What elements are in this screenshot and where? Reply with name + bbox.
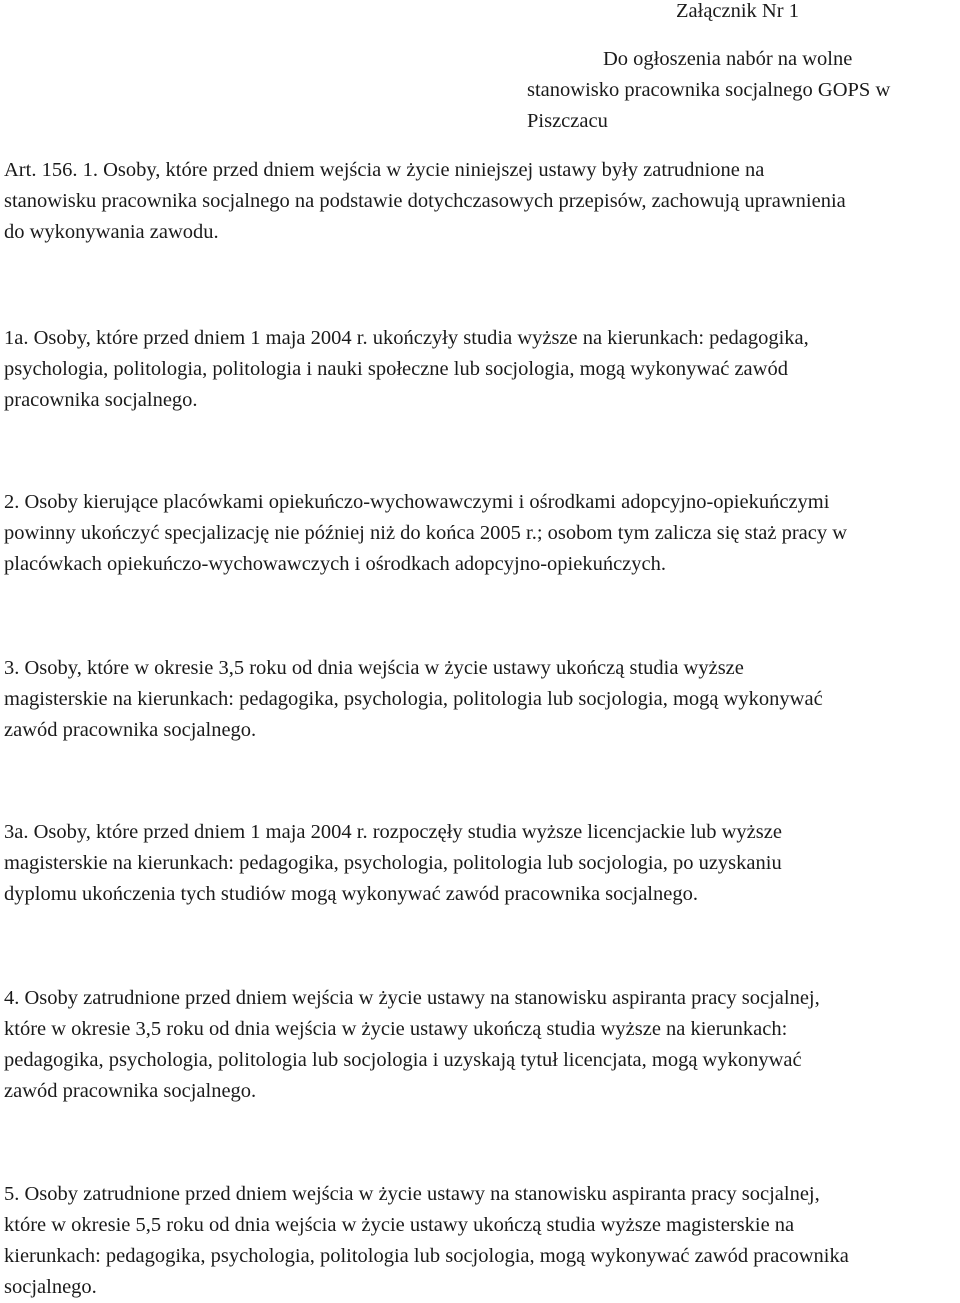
paragraph-line: stanowisku pracownika socjalnego na podstawie dotychczasowych przepisów, zachowują uprawnienia: [4, 190, 846, 212]
announcement-heading: [527, 44, 957, 137]
announcement-line: stanowisko pracownika socjalnego GOPS w: [527, 79, 891, 101]
paragraph-line: magisterskie na kierunkach: pedagogika, psychologia, politologia lub socjologia, mogą wykonywać: [4, 688, 823, 710]
paragraph-line: psychologia, politologia, politologia i nauki społeczne lub socjologia, mogą wykonywać zawód: [4, 358, 788, 380]
paragraph-line: 3. Osoby, które w okresie 3,5 roku od dnia wejścia w życie ustawy ukończą studia wyższe: [4, 657, 744, 679]
paragraph-4: [4, 983, 958, 1107]
paragraph-line: powinny ukończyć specjalizację nie później niż do końca 2005 r.; osobom tym zalicza się staż pracy w: [4, 522, 848, 544]
paragraph-1a: [4, 323, 958, 416]
paragraph-3a: [4, 817, 958, 910]
paragraph-2: [4, 487, 958, 580]
paragraph-line: które w okresie 3,5 roku od dnia wejścia w życie ustawy ukończą studia wyższe na kierunkach:: [4, 1018, 788, 1040]
paragraph-art-156-1: [4, 155, 958, 248]
paragraph-line: 1a. Osoby, które przed dniem 1 maja 2004 r. ukończyły studia wyższe na kierunkach: pedagogika,: [4, 327, 809, 349]
announcement-line: Do ogłoszenia nabór na wolne: [603, 48, 853, 70]
paragraph-line: dyplomu ukończenia tych studiów mogą wykonywać zawód pracownika socjalnego.: [4, 883, 698, 905]
paragraph-line: magisterskie na kierunkach: pedagogika, psychologia, politologia lub socjologia, po uzyskaniu: [4, 852, 782, 874]
attachment-title: Załącznik Nr 1: [676, 0, 799, 22]
announcement-line: Piszczacu: [527, 110, 608, 132]
paragraph-line: Art. 156. 1. Osoby, które przed dniem wejścia w życie niniejszej ustawy były zatrudnione na: [4, 159, 765, 181]
paragraph-line: 4. Osoby zatrudnione przed dniem wejścia w życie ustawy na stanowisku aspiranta pracy socjalnej,: [4, 987, 820, 1009]
paragraph-line: zawód pracownika socjalnego.: [4, 1080, 257, 1102]
paragraph-3: [4, 653, 958, 746]
paragraph-line: zawód pracownika socjalnego.: [4, 719, 257, 741]
paragraph-line: kierunkach: pedagogika, psychologia, politologia lub socjologia, mogą wykonywać zawód pracownika: [4, 1245, 849, 1267]
paragraph-line: 2. Osoby kierujące placówkami opiekuńczo-wychowawczymi i ośrodkami adopcyjno-opiekuńczymi: [4, 491, 830, 513]
paragraph-line: 5. Osoby zatrudnione przed dniem wejścia w życie ustawy na stanowisku aspiranta pracy socjalnej,: [4, 1183, 820, 1205]
paragraph-line: które w okresie 5,5 roku od dnia wejścia w życie ustawy ukończą studia wyższe magisterskie na: [4, 1214, 795, 1236]
paragraph-line: do wykonywania zawodu.: [4, 221, 219, 243]
paragraph-line: placówkach opiekuńczo-wychowawczych i ośrodkach adopcyjno-opiekuńczych.: [4, 553, 667, 575]
paragraph-line: pracownika socjalnego.: [4, 389, 198, 411]
paragraph-5: [4, 1179, 958, 1303]
paragraph-line: pedagogika, psychologia, politologia lub socjologia i uzyskają tytuł licencjata, mogą wykonywać: [4, 1049, 802, 1071]
paragraph-line: 3a. Osoby, które przed dniem 1 maja 2004 r. rozpoczęły studia wyższe licencjackie lub wyższe: [4, 821, 782, 843]
paragraph-line: socjalnego.: [4, 1276, 97, 1298]
